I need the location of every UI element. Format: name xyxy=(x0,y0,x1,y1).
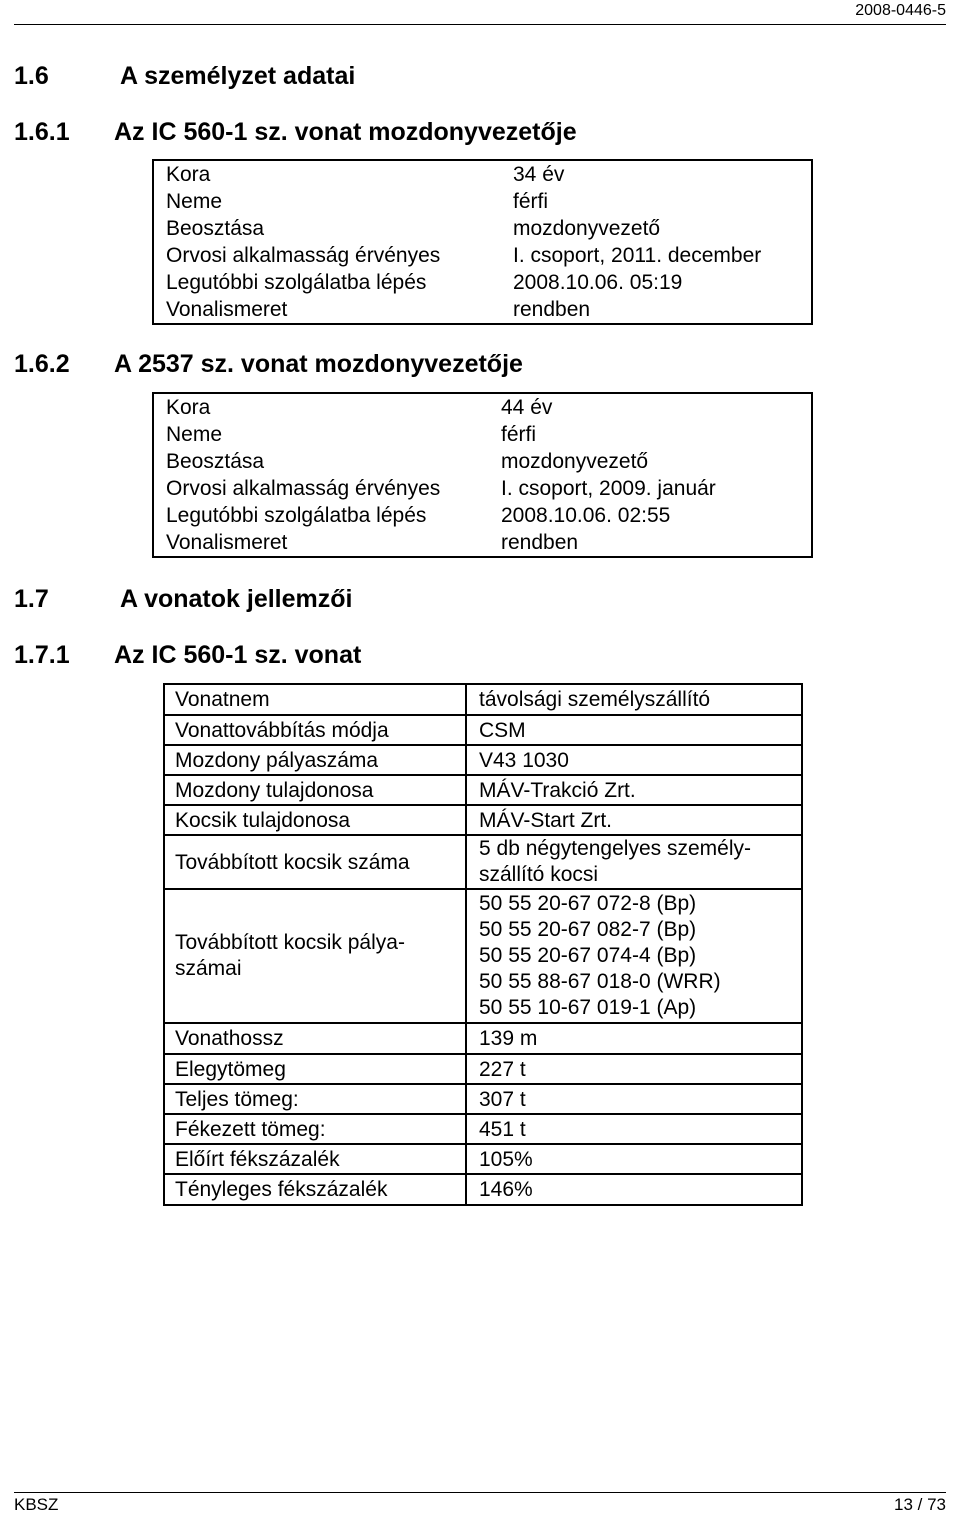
document-id: 2008-0446-5 xyxy=(855,2,946,19)
row-label: Legutóbbi szolgálatba lépés xyxy=(166,504,427,527)
row-value: 139 m xyxy=(466,1023,802,1054)
section-heading-1-6 xyxy=(14,60,914,92)
row-value: 307 t xyxy=(466,1084,802,1114)
row-value: 105% xyxy=(466,1144,802,1174)
row-label: Vonattovábbítás módja xyxy=(164,715,466,745)
row-value: rendben xyxy=(513,298,591,321)
row-value: távolsági személyszállító xyxy=(466,684,802,715)
value-line: szállító kocsi xyxy=(479,863,599,886)
row-label: Vonalismeret xyxy=(166,531,288,554)
driver-2-table xyxy=(152,392,813,558)
table-row xyxy=(153,529,812,557)
section-number: 1.7 xyxy=(14,585,49,613)
table-row xyxy=(153,215,812,242)
table-row xyxy=(153,242,812,269)
row-label: Neme xyxy=(166,423,223,446)
row-value: mozdonyvezető xyxy=(513,217,661,240)
row-label: Mozdony tulajdonosa xyxy=(164,775,466,805)
row-label: Vonathossz xyxy=(164,1023,466,1054)
table-row xyxy=(153,160,812,188)
footer-rule xyxy=(14,1492,946,1493)
row-value: 44 év xyxy=(501,396,553,419)
row-label: Tényleges fékszázalék xyxy=(164,1174,466,1205)
row-value: V43 1030 xyxy=(466,745,802,775)
page-number: 13 / 73 xyxy=(894,1495,946,1514)
row-label: Továbbított kocsik száma xyxy=(164,835,466,889)
table-row xyxy=(153,393,812,421)
row-value: I. csoport, 2009. január xyxy=(501,477,716,500)
value-line: 50 55 20-67 074-4 (Bp) xyxy=(479,944,697,967)
row-label xyxy=(164,889,466,1023)
row-value: CSM xyxy=(466,715,802,745)
table-row xyxy=(164,1023,802,1054)
section-heading-1-7-1 xyxy=(14,639,914,671)
table-row xyxy=(164,1144,802,1174)
section-number: 1.6 xyxy=(14,62,49,90)
label-line: számai xyxy=(175,957,242,980)
row-label: Beosztása xyxy=(166,217,265,240)
row-label: Kocsik tulajdonosa xyxy=(164,805,466,835)
row-label: Kora xyxy=(166,163,211,186)
section-number: 1.6.1 xyxy=(14,118,70,146)
table-row xyxy=(164,805,802,835)
section-title: Az IC 560-1 sz. vonat mozdonyvezetője xyxy=(114,118,577,146)
table-row xyxy=(164,715,802,745)
table-row xyxy=(164,684,802,715)
header-rule xyxy=(14,24,946,25)
table-row xyxy=(164,835,802,889)
table-row xyxy=(153,421,812,448)
row-label: Elegytömeg xyxy=(164,1054,466,1084)
row-value: 227 t xyxy=(466,1054,802,1084)
section-title: A 2537 sz. vonat mozdonyvezetője xyxy=(114,350,523,378)
row-label: Legutóbbi szolgálatba lépés xyxy=(166,271,427,294)
driver-1-table xyxy=(152,159,813,325)
table-row xyxy=(164,745,802,775)
row-label: Mozdony pályaszáma xyxy=(164,745,466,775)
table-row xyxy=(164,889,802,1023)
table-row xyxy=(153,502,812,529)
train-characteristics-table xyxy=(163,683,803,1206)
row-value: rendben xyxy=(501,531,579,554)
row-value xyxy=(466,835,802,889)
table-row xyxy=(164,1174,802,1205)
table-row xyxy=(153,475,812,502)
section-heading-1-6-1 xyxy=(14,116,914,148)
footer-org: KBSZ xyxy=(14,1495,59,1514)
row-label: Kora xyxy=(166,396,211,419)
row-label: Vonatnem xyxy=(164,684,466,715)
row-value: férfi xyxy=(513,190,549,213)
row-label: Teljes tömeg: xyxy=(164,1084,466,1114)
value-line: 5 db négytengelyes személy- xyxy=(479,837,751,860)
section-title: A vonatok jellemzői xyxy=(120,585,353,613)
row-value: férfi xyxy=(501,423,537,446)
row-value: 2008.10.06. 02:55 xyxy=(501,504,671,527)
row-value: mozdonyvezető xyxy=(501,450,649,473)
row-value: 146% xyxy=(466,1174,802,1205)
value-line: 50 55 10-67 019-1 (Ap) xyxy=(479,996,697,1019)
row-label: Előírt fékszázalék xyxy=(164,1144,466,1174)
row-label: Orvosi alkalmasság érvényes xyxy=(166,244,441,267)
row-value: MÁV-Trakció Zrt. xyxy=(466,775,802,805)
row-value: 451 t xyxy=(466,1114,802,1144)
section-title: Az IC 560-1 sz. vonat xyxy=(114,641,362,669)
section-title: A személyzet adatai xyxy=(120,62,356,90)
row-value: 2008.10.06. 05:19 xyxy=(513,271,683,294)
row-value: 34 év xyxy=(513,163,565,186)
table-row xyxy=(164,1114,802,1144)
section-number: 1.7.1 xyxy=(14,641,70,669)
table-row xyxy=(153,188,812,215)
row-label: Fékezett tömeg: xyxy=(164,1114,466,1144)
row-label: Beosztása xyxy=(166,450,265,473)
value-line: 50 55 88-67 018-0 (WRR) xyxy=(479,970,721,993)
row-value xyxy=(466,889,802,1023)
table-row xyxy=(153,269,812,296)
section-number: 1.6.2 xyxy=(14,350,70,378)
row-label: Vonalismeret xyxy=(166,298,288,321)
section-heading-1-7 xyxy=(14,583,914,615)
label-line: Továbbított kocsik pálya- xyxy=(175,931,405,954)
table-row xyxy=(164,1054,802,1084)
value-line: 50 55 20-67 082-7 (Bp) xyxy=(479,918,697,941)
section-heading-1-6-2 xyxy=(14,348,914,380)
table-row xyxy=(164,775,802,805)
table-row xyxy=(153,296,812,324)
row-label: Neme xyxy=(166,190,223,213)
row-value: MÁV-Start Zrt. xyxy=(466,805,802,835)
table-row xyxy=(164,1084,802,1114)
value-line: 50 55 20-67 072-8 (Bp) xyxy=(479,892,697,915)
row-value: I. csoport, 2011. december xyxy=(513,244,762,267)
row-label: Orvosi alkalmasság érvényes xyxy=(166,477,441,500)
table-row xyxy=(153,448,812,475)
